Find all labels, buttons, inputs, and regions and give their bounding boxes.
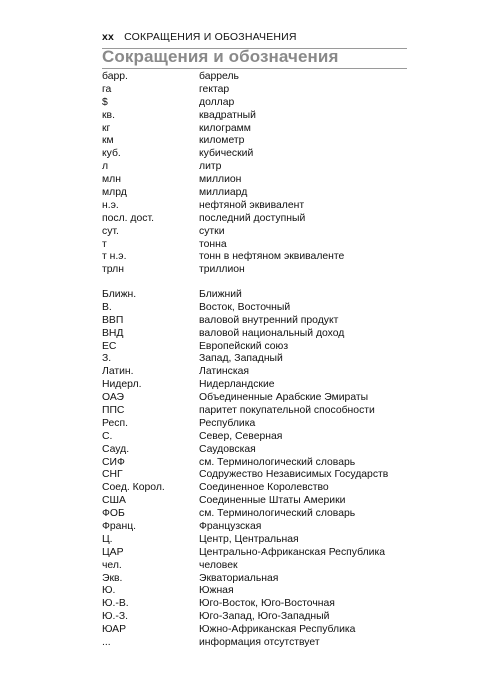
abbreviation: сут.: [102, 225, 119, 237]
abbreviation: США: [102, 495, 126, 507]
expansion: Центрально-Африканская Республика: [199, 546, 385, 558]
list-item: [102, 123, 407, 136]
page-number: xx: [102, 31, 115, 43]
abbreviation: Сауд.: [102, 443, 130, 455]
abbreviation: Соед. Корол.: [102, 482, 165, 494]
expansion: последний доступный: [199, 212, 306, 224]
abbreviation: Нидерл.: [102, 379, 142, 391]
list-item: [102, 469, 407, 482]
expansion: Латинская: [199, 366, 250, 378]
list-item: [102, 366, 407, 379]
expansion: см. Терминологический словарь: [199, 508, 356, 520]
list-item: [102, 328, 407, 341]
list-item: [102, 457, 407, 470]
expansion: литр: [199, 161, 222, 173]
list-item: [102, 611, 407, 624]
abbreviation: ВВП: [102, 314, 124, 326]
list-item: [102, 392, 407, 405]
expansion: Южная: [199, 585, 234, 597]
expansion: нефтяной эквивалент: [199, 199, 305, 211]
list-item: [102, 508, 407, 521]
expansion: человек: [199, 559, 238, 571]
abbreviation: ВНД: [102, 327, 124, 339]
list-item: [102, 161, 407, 174]
list-item: [102, 187, 407, 200]
abbreviation: посл. дост.: [102, 212, 154, 224]
list-item: [102, 637, 407, 650]
abbreviation: С.: [102, 430, 113, 442]
abbreviation: Ю.-З.: [102, 611, 129, 623]
expansion: валовой внутренний продукт: [199, 314, 339, 326]
expansion: тонна: [199, 238, 227, 250]
abbreviation: СНГ: [102, 469, 123, 481]
abbreviation: млн: [102, 174, 121, 186]
expansion: килограмм: [199, 122, 251, 134]
abbreviation: Латин.: [102, 366, 134, 378]
expansion: баррель: [199, 71, 239, 82]
expansion: доллар: [199, 96, 235, 108]
list-item: [102, 624, 407, 637]
expansion: Запад, Западный: [199, 353, 283, 365]
list-item: [102, 213, 407, 226]
expansion: Центр, Центральная: [199, 533, 299, 545]
abbreviation: км: [102, 135, 114, 147]
expansion: Южно-Африканская Республика: [199, 624, 356, 636]
list-item: [102, 110, 407, 123]
abbreviation: млрд: [102, 187, 127, 199]
list-item: [102, 174, 407, 187]
abbreviation: Ю.: [102, 585, 116, 597]
bottom-rule: [102, 68, 407, 69]
abbreviation: ...: [102, 637, 111, 649]
expansion: Французская: [199, 521, 262, 533]
expansion: Юго-Запад, Юго-Западный: [199, 611, 330, 623]
expansion: миллиард: [199, 187, 248, 199]
expansion: Объединенные Арабские Эмираты: [199, 392, 369, 404]
list-item: [102, 226, 407, 239]
section-title: Сокращения и обозначения: [102, 47, 339, 66]
expansion: валовой национальный доход: [199, 327, 345, 339]
expansion: тонн в нефтяном эквиваленте: [199, 251, 345, 263]
abbreviation: т: [102, 238, 107, 250]
expansion: Европейский союз: [199, 340, 289, 352]
abbreviation: т н.э.: [102, 251, 127, 263]
abbreviation: В.: [102, 301, 112, 313]
abbreviation: Ц.: [102, 533, 113, 545]
expansion: Ближний: [199, 289, 242, 300]
expansion: Нидерландские: [199, 379, 275, 391]
list-item: [102, 97, 407, 110]
list-item: [102, 585, 407, 598]
abbreviation: ЕС: [102, 340, 117, 352]
list-item: [102, 71, 407, 84]
abbreviation: Франц.: [102, 521, 137, 533]
terms-abbreviation-list: [102, 289, 407, 650]
list-item: [102, 84, 407, 97]
list-item: [102, 341, 407, 354]
expansion: миллион: [199, 174, 242, 186]
expansion: километр: [199, 135, 245, 147]
abbreviation: л: [102, 161, 109, 173]
abbreviation: СИФ: [102, 456, 125, 468]
expansion: триллион: [199, 264, 245, 276]
expansion: сутки: [199, 225, 225, 237]
running-head: [102, 31, 297, 43]
expansion: Юго-Восток, Юго-Восточная: [199, 598, 335, 610]
expansion: Экваториальная: [199, 572, 279, 584]
list-item: [102, 495, 407, 508]
expansion: Север, Северная: [199, 430, 283, 442]
list-item: [102, 482, 407, 495]
abbreviation: н.э.: [102, 199, 119, 211]
abbreviation: га: [102, 83, 112, 95]
list-item: [102, 405, 407, 418]
list-item: [102, 444, 407, 457]
list-item: [102, 379, 407, 392]
abbreviation: ЮАР: [102, 624, 127, 636]
list-item: [102, 148, 407, 161]
expansion: Соединенные Штаты Америки: [199, 495, 346, 507]
list-item: [102, 302, 407, 315]
list-item: [102, 239, 407, 252]
abbreviation: Респ.: [102, 417, 128, 429]
list-item: [102, 418, 407, 431]
abbreviation: кв.: [102, 109, 115, 121]
expansion: Республика: [199, 417, 256, 429]
abbreviation: Ближн.: [102, 289, 137, 300]
abbreviation: ОАЭ: [102, 392, 125, 404]
abbreviation: барр.: [102, 71, 128, 82]
abbreviation: $: [102, 96, 108, 108]
abbreviation: З.: [102, 353, 112, 365]
expansion: паритет покупательной способности: [199, 405, 375, 417]
abbreviation: Экв.: [102, 572, 123, 584]
abbreviation: трлн: [102, 264, 124, 276]
expansion: Восток, Восточный: [199, 301, 291, 313]
expansion: см. Терминологический словарь: [199, 456, 356, 468]
list-item: [102, 315, 407, 328]
list-item: [102, 547, 407, 560]
expansion: информация отсутствует: [199, 637, 320, 649]
list-item: [102, 573, 407, 586]
list-item: [102, 264, 407, 277]
list-item: [102, 200, 407, 213]
list-item: [102, 534, 407, 547]
abbreviation: ЦАР: [102, 546, 124, 558]
list-item: [102, 251, 407, 264]
list-item: [102, 560, 407, 573]
abbreviation: ФОБ: [102, 508, 125, 520]
list-item: [102, 431, 407, 444]
expansion: Содружество Независимых Государств: [199, 469, 389, 481]
expansion: Соединенное Королевство: [199, 482, 329, 494]
expansion: Саудовская: [199, 443, 256, 455]
list-item: [102, 598, 407, 611]
abbreviation: Ю.-В.: [102, 598, 129, 610]
list-item: [102, 521, 407, 534]
list-item: [102, 135, 407, 148]
expansion: гектар: [199, 83, 230, 95]
abbreviation: кг: [102, 122, 111, 134]
expansion: кубический: [199, 148, 254, 160]
abbreviation: куб.: [102, 148, 121, 160]
running-title: СОКРАЩЕНИЯ И ОБОЗНАЧЕНИЯ: [124, 31, 297, 43]
abbreviation: чел.: [102, 559, 122, 571]
units-abbreviation-list: [102, 71, 407, 277]
list-item: [102, 353, 407, 366]
expansion: квадратный: [199, 109, 256, 121]
list-item: [102, 289, 407, 302]
abbreviation: ППС: [102, 405, 125, 417]
